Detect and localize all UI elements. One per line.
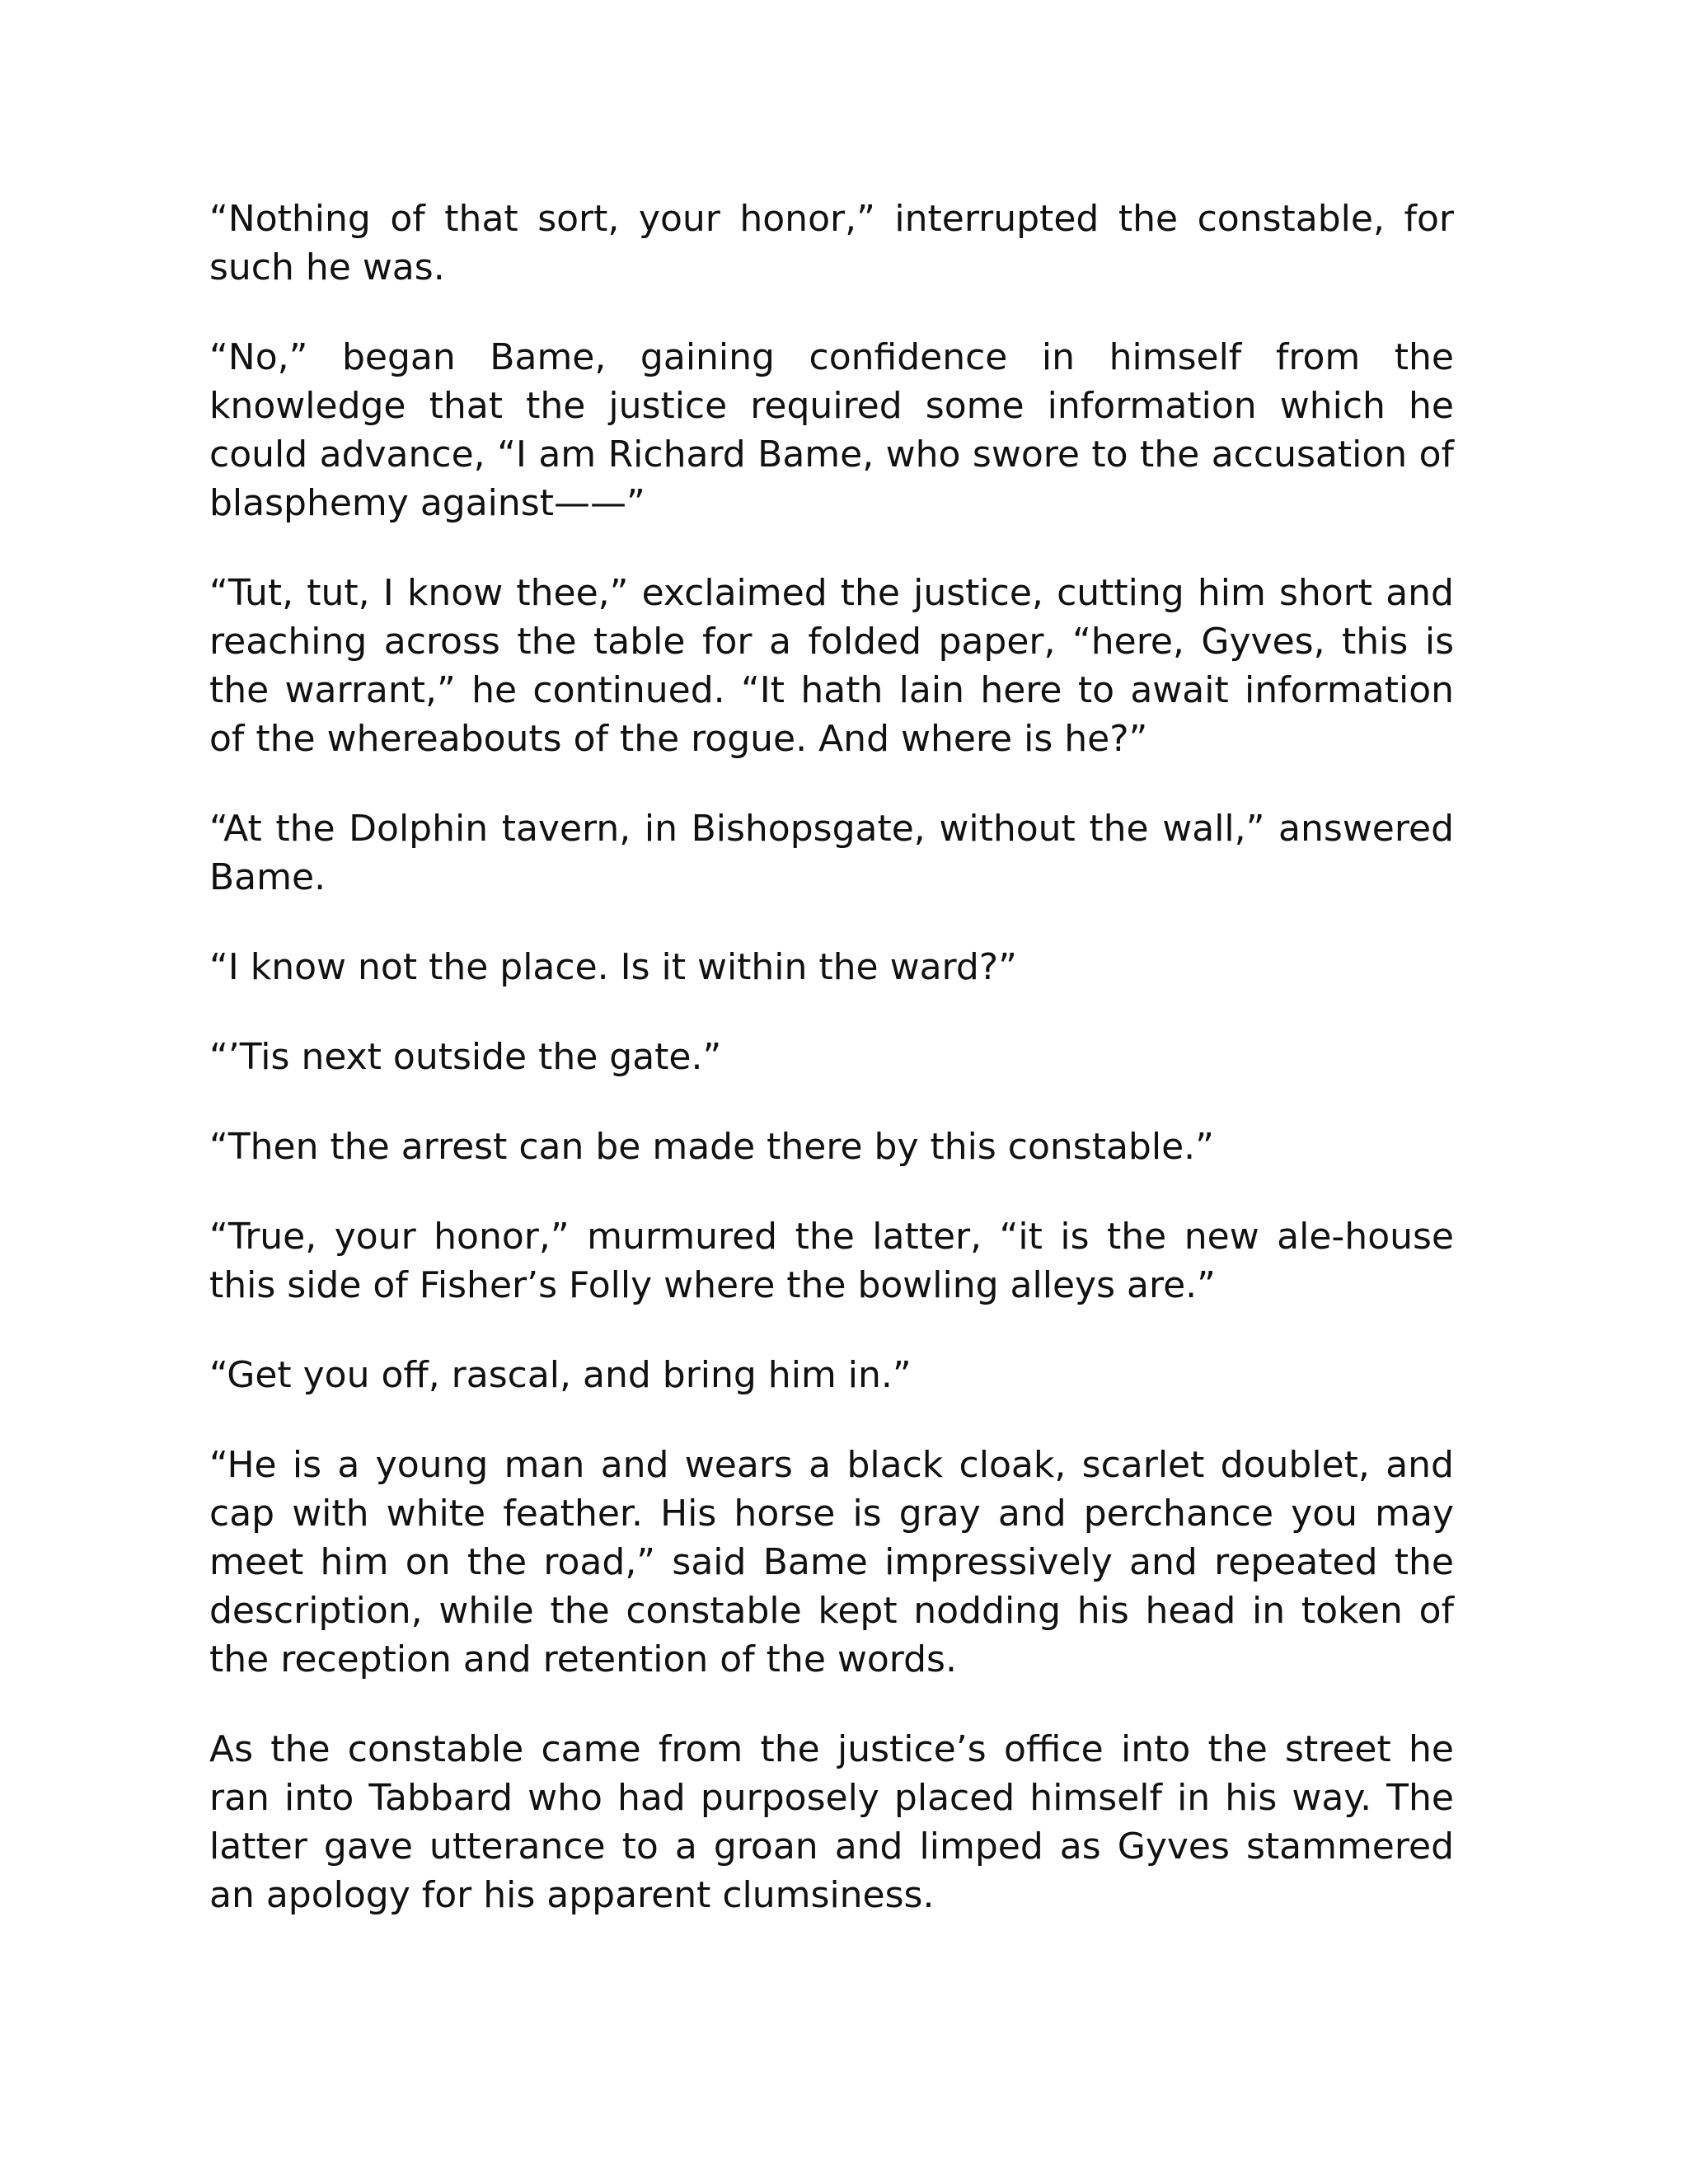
- paragraph: “Then the arrest can be made there by this constable.”: [209, 1126, 1214, 1168]
- paragraph: “He is a young man and wears a black cloak, scarlet doublet, and cap with white feather. His horse is gray and perchance you may meet him on the road,” said Bame impressively and repeated the description, while the constable kept nodding his head in token of the reception and retention of the words.: [209, 1444, 1454, 1680]
- document-page: [209, 194, 1454, 1919]
- paragraph: “At the Dolphin tavern, in Bishopsgate, without the wall,” answered Bame.: [209, 808, 1454, 898]
- paragraph: As the constable came from the justice’s office into the street he ran into Tabbard who had purposely placed himself in his way. The latter gave utterance to a groan and limped as Gyves stammered an apology for his apparent clumsiness.: [209, 1728, 1454, 1916]
- paragraph: “Tut, tut, I know thee,” exclaimed the justice, cutting him short and reaching across the table for a folded paper, “here, Gyves, this is the warrant,” he continued. “It hath lain here to await information of the whereabouts of the rogue. And where is he?”: [209, 572, 1454, 760]
- paragraph: “Nothing of that sort, your honor,” interrupted the constable, for such he was.: [209, 198, 1454, 288]
- paragraph: “True, your honor,” murmured the latter, “it is the new ale-house this side of Fisher’s Folly where the bowling alleys are.”: [209, 1216, 1454, 1306]
- paragraph: “’Tis next outside the gate.”: [209, 1036, 722, 1078]
- paragraph: “I know not the place. Is it within the ward?”: [209, 946, 1017, 988]
- paragraph: “No,” began Bame, gaining confidence in himself from the knowledge that the justice required some information which he could advance, “I am Richard Bame, who swore to the accusation of blasphemy against——”: [209, 336, 1454, 524]
- paragraph: “Get you off, rascal, and bring him in.”: [209, 1354, 912, 1396]
